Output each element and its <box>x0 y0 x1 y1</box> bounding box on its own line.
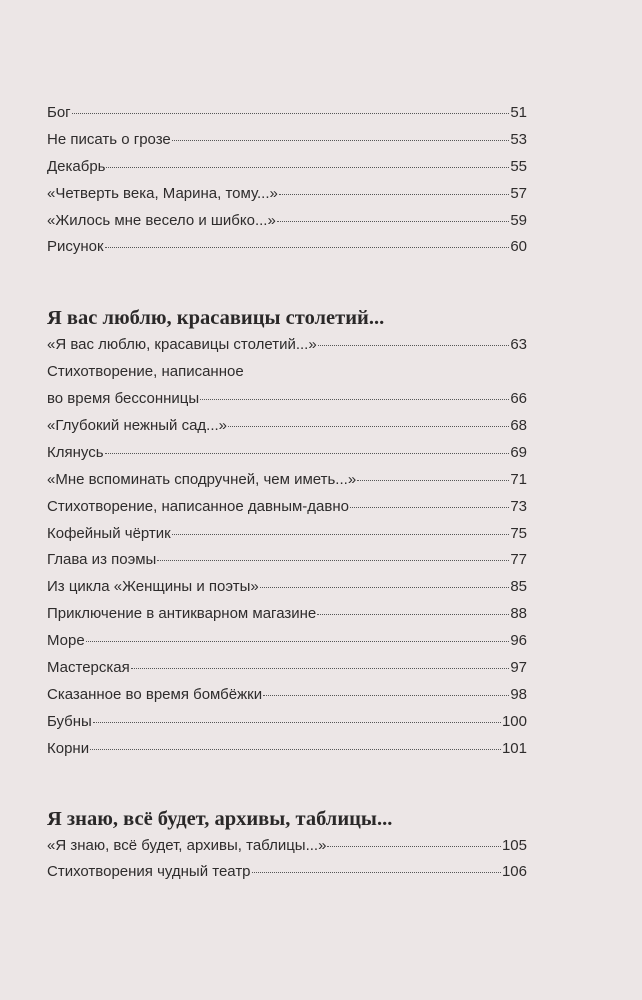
entry-page-number: 105 <box>501 836 527 854</box>
entry-page-number: 69 <box>510 443 527 461</box>
dot-leader <box>105 453 510 454</box>
dot-leader <box>106 167 509 168</box>
toc-entry <box>47 386 527 413</box>
toc-entry <box>47 601 527 628</box>
dot-leader <box>318 345 510 346</box>
entry-page-number: 57 <box>510 184 527 202</box>
dot-leader <box>157 560 509 561</box>
entry-title: «Я вас люблю, красавицы столетий...» <box>47 336 317 354</box>
toc-entry <box>47 628 527 655</box>
entry-title: Кофейный чёртик <box>47 524 171 542</box>
entry-page-number: 51 <box>510 104 527 121</box>
toc-entry <box>47 467 527 494</box>
entry-page-number: 100 <box>501 712 527 730</box>
entry-title: Глава из поэмы <box>47 551 157 569</box>
entry-title: Клянусь <box>47 443 104 461</box>
dot-leader <box>279 194 509 195</box>
toc-entry <box>47 100 527 127</box>
dot-leader <box>228 426 509 427</box>
entry-title: Сказанное во время бомбёжки <box>47 685 263 703</box>
toc-entry <box>47 655 527 682</box>
entry-page-number: 55 <box>510 157 527 175</box>
entry-page-number: 53 <box>510 130 527 148</box>
entry-title: Бог <box>47 104 71 121</box>
entry-page-number: 60 <box>510 238 527 256</box>
toc-section <box>47 100 527 261</box>
entry-page-number: 97 <box>510 659 527 677</box>
dot-leader <box>105 247 510 248</box>
toc-entry <box>47 736 527 763</box>
entry-title: «Мне вспоминать сподручней, чем иметь...» <box>47 470 357 488</box>
entry-title: «Я знаю, всё будет, архивы, таблицы...» <box>47 836 327 854</box>
toc-entry <box>47 547 527 574</box>
toc-entry <box>47 574 527 601</box>
dot-leader <box>93 722 501 723</box>
dot-leader <box>131 668 510 669</box>
table-of-contents <box>47 100 527 886</box>
entry-title: «Глубокий нежный сад...» <box>47 417 228 435</box>
dot-leader <box>200 399 509 400</box>
entry-title: Бубны <box>47 712 92 730</box>
entry-page-number: 66 <box>510 390 527 408</box>
dot-leader <box>350 507 509 508</box>
entry-page-number: 77 <box>510 551 527 569</box>
entry-page-number: 63 <box>510 336 527 354</box>
entry-title: Не писать о грозе <box>47 130 171 148</box>
section-heading: Я вас люблю, красавицы столетий... <box>47 307 385 330</box>
toc-entry <box>47 521 527 548</box>
entry-title: Декабрь <box>47 157 106 175</box>
entry-title: «Жилось мне весело и шибко...» <box>47 211 276 229</box>
toc-section <box>47 805 527 887</box>
entry-title: во время бессонницы <box>47 390 200 408</box>
toc-entry <box>47 859 527 886</box>
entry-page-number: 85 <box>510 578 527 596</box>
dot-leader <box>260 587 510 588</box>
dot-leader <box>90 749 501 750</box>
entry-page-number: 88 <box>510 605 527 623</box>
entry-title: Из цикла «Женщины и поэты» <box>47 578 259 596</box>
toc-entry <box>47 833 527 860</box>
entry-title: Стихотворение, написанное <box>47 363 244 381</box>
dot-leader <box>357 480 509 481</box>
dot-leader <box>86 641 510 642</box>
toc-entry <box>47 234 527 261</box>
toc-entry <box>47 154 527 181</box>
entry-title: «Четверть века, Марина, тому...» <box>47 184 278 202</box>
dot-leader <box>252 872 501 873</box>
entry-page-number: 73 <box>510 497 527 515</box>
toc-entry <box>47 127 527 154</box>
dot-leader <box>263 695 509 696</box>
dot-leader <box>172 140 510 141</box>
section-heading: Я знаю, всё будет, архивы, таблицы... <box>47 807 393 830</box>
entry-page-number: 59 <box>510 211 527 229</box>
dot-leader <box>172 534 510 535</box>
entry-page-number: 101 <box>501 739 527 757</box>
toc-entry <box>47 494 527 521</box>
toc-entry <box>47 440 527 467</box>
toc-entry <box>47 181 527 208</box>
entry-title: Мастерская <box>47 659 130 677</box>
dot-leader <box>317 614 509 615</box>
dot-leader <box>327 846 501 847</box>
entry-title: Приключение в антикварном магазине <box>47 605 317 623</box>
toc-entry <box>47 682 527 709</box>
entry-page-number: 75 <box>510 524 527 542</box>
toc-entry <box>47 413 527 440</box>
dot-leader <box>72 113 510 114</box>
toc-entry <box>47 332 527 359</box>
entry-title: Стихотворения чудный театр <box>47 863 251 881</box>
toc-section <box>47 304 527 762</box>
entry-page-number: 96 <box>510 632 527 650</box>
entry-title: Корни <box>47 739 90 757</box>
toc-entry <box>47 208 527 235</box>
entry-title: Рисунок <box>47 238 104 256</box>
entry-title: Стихотворение, написанное давным-давно <box>47 497 349 515</box>
dot-leader <box>277 221 510 222</box>
toc-entry <box>47 709 527 736</box>
entry-page-number: 98 <box>510 685 527 703</box>
entry-page-number: 106 <box>501 863 527 881</box>
toc-entry-continued <box>47 359 527 386</box>
entry-page-number: 71 <box>510 470 527 488</box>
entry-page-number: 68 <box>510 417 527 435</box>
entry-title: Море <box>47 632 85 650</box>
